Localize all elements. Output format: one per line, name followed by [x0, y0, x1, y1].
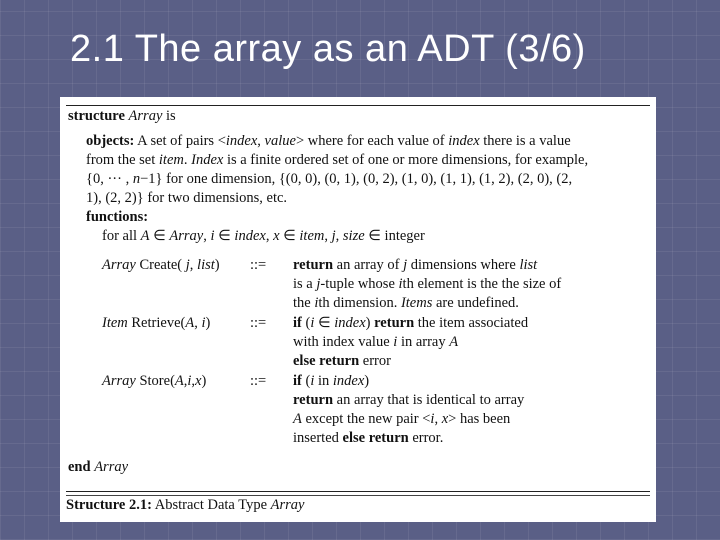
- text: index: [234, 228, 266, 244]
- text: i: [398, 276, 403, 292]
- retrieve-body-1: [293, 314, 528, 333]
- forall-line: [102, 227, 425, 246]
- caption-label: Structure 2.1:: [66, 497, 152, 513]
- text: i: [314, 295, 319, 311]
- text: else return: [293, 353, 360, 369]
- text: (: [301, 315, 311, 331]
- functions-label: functions:: [86, 209, 149, 225]
- text: Item: [102, 315, 128, 331]
- text: an array of: [333, 257, 404, 273]
- create-body-3: [293, 294, 519, 313]
- text: ∈: [149, 228, 170, 244]
- text: ): [201, 373, 207, 389]
- structure-name: Array: [128, 108, 163, 124]
- text: list: [197, 257, 215, 273]
- text: is a finite ordered set of one or more dimensions, for example,: [223, 152, 589, 168]
- text: ,: [194, 315, 202, 331]
- text: Array: [102, 257, 136, 273]
- text: i: [201, 315, 206, 331]
- retrieve-body-2: [293, 333, 458, 352]
- text: th element is the the size of: [402, 276, 562, 292]
- text: else return: [342, 430, 409, 446]
- text: return: [293, 392, 334, 408]
- text: if: [293, 315, 302, 331]
- text: the item associated: [414, 315, 529, 331]
- text: j: [403, 257, 408, 273]
- text: Array: [102, 373, 136, 389]
- text: index: [334, 315, 366, 331]
- text: A: [449, 334, 459, 350]
- text: list: [519, 257, 538, 273]
- text: Items: [400, 295, 433, 311]
- text: there is a value: [479, 133, 571, 149]
- text: ∈: [279, 228, 300, 244]
- create-body-1: [293, 256, 537, 275]
- text: Array: [94, 459, 129, 475]
- caption-text: Abstract Data Type: [151, 497, 271, 513]
- text: i: [310, 315, 315, 331]
- objects-label: objects:: [86, 133, 135, 149]
- objects-line-3: [86, 170, 572, 189]
- text: x: [195, 373, 202, 389]
- store-body-2: [293, 391, 524, 410]
- structure-end: [68, 458, 128, 477]
- text: Retrieve(: [127, 315, 186, 331]
- retrieve-defsym: ::=: [250, 315, 267, 331]
- text: return: [374, 315, 415, 331]
- text: ,: [265, 228, 274, 244]
- caption-name: Array: [270, 497, 305, 513]
- text: x: [441, 411, 449, 427]
- text: error: [359, 353, 391, 369]
- text: index: [332, 373, 365, 389]
- text: A: [185, 315, 195, 331]
- text: n: [132, 171, 141, 187]
- structure-keyword: structure: [68, 108, 125, 124]
- objects-line-4: [86, 189, 287, 208]
- text: A: [293, 411, 302, 427]
- structure-is: is: [166, 108, 176, 124]
- text: Array: [169, 228, 204, 244]
- text: Create(: [135, 257, 186, 273]
- store-defsym: ::=: [250, 373, 267, 389]
- text: ∈: [214, 228, 235, 244]
- objects-line-1: [86, 132, 571, 151]
- text: Store(: [135, 373, 175, 389]
- text: ,: [324, 228, 332, 244]
- text: j: [331, 228, 336, 244]
- text: > has been: [448, 411, 511, 427]
- text: ,: [189, 257, 198, 273]
- text: −1} for one dimension, {(0, 0), (0, 1), (0, 2), (1, 0), (1, 1), (1, 2), (2, 0), (2,: [140, 171, 573, 187]
- text: A: [140, 228, 150, 244]
- text: size: [342, 228, 365, 244]
- text: end: [68, 459, 91, 475]
- text: Index: [191, 152, 224, 168]
- text: from the set: [86, 152, 159, 168]
- text: ,: [191, 373, 196, 389]
- store-body-1: [293, 372, 369, 391]
- text: ): [214, 257, 220, 273]
- slide-title: 2.1 The array as an ADT (3/6): [70, 28, 586, 70]
- text: ,: [434, 411, 442, 427]
- text: an array that is identical to array: [333, 392, 525, 408]
- text: -tuple whose: [320, 276, 399, 292]
- text: i: [393, 334, 398, 350]
- figure-caption: [66, 496, 304, 515]
- text: except the new pair <: [301, 411, 431, 427]
- top-rule: [66, 105, 650, 106]
- objects-line-2: [86, 151, 588, 170]
- text: {0, ··· ,: [86, 171, 133, 187]
- text: ): [365, 315, 375, 331]
- text: in array: [397, 334, 450, 350]
- text: 1), (2, 2)} for two dimensions, etc.: [86, 190, 288, 206]
- text: value: [264, 133, 296, 149]
- text: j: [316, 276, 321, 292]
- text: A set of pairs <: [137, 133, 226, 149]
- text: A: [174, 373, 184, 389]
- retrieve-body-3: [293, 352, 391, 371]
- text: dimensions where: [407, 257, 520, 273]
- text: th dimension.: [318, 295, 401, 311]
- text: inserted: [293, 430, 343, 446]
- text: > where for each value of: [295, 133, 449, 149]
- text: (: [301, 373, 311, 389]
- text: with index value: [293, 334, 394, 350]
- text: in: [314, 373, 333, 389]
- text: i: [210, 228, 215, 244]
- text: item: [158, 152, 184, 168]
- create-signature: [102, 256, 220, 275]
- text: index: [225, 133, 258, 149]
- text: index: [448, 133, 480, 149]
- text: are undefined.: [432, 295, 519, 311]
- text: if: [293, 373, 302, 389]
- adt-structure-figure: [60, 97, 656, 522]
- create-body-2: [293, 275, 561, 294]
- text: ,: [183, 373, 188, 389]
- structure-header: [68, 107, 176, 126]
- text: item: [299, 228, 325, 244]
- text: .: [183, 152, 192, 168]
- text: ∈: [314, 315, 335, 331]
- store-body-4: [293, 429, 443, 448]
- text: error.: [408, 430, 444, 446]
- text: ∈ integer: [364, 228, 425, 244]
- text: i: [187, 373, 192, 389]
- retrieve-signature: [102, 314, 210, 333]
- text: ): [364, 373, 370, 389]
- text: return: [293, 257, 334, 273]
- text: x: [273, 228, 280, 244]
- text: for all: [102, 228, 141, 244]
- text: ): [205, 315, 211, 331]
- store-signature: [102, 372, 206, 391]
- bottom-rule-1: [66, 491, 650, 492]
- text: ,: [335, 228, 343, 244]
- text: i: [430, 411, 435, 427]
- text: ,: [257, 133, 265, 149]
- text: ,: [203, 228, 211, 244]
- text: the: [293, 295, 315, 311]
- text: is a: [293, 276, 317, 292]
- text: j: [185, 257, 190, 273]
- store-body-3: [293, 410, 510, 429]
- text: i: [310, 373, 315, 389]
- create-defsym: ::=: [250, 257, 267, 273]
